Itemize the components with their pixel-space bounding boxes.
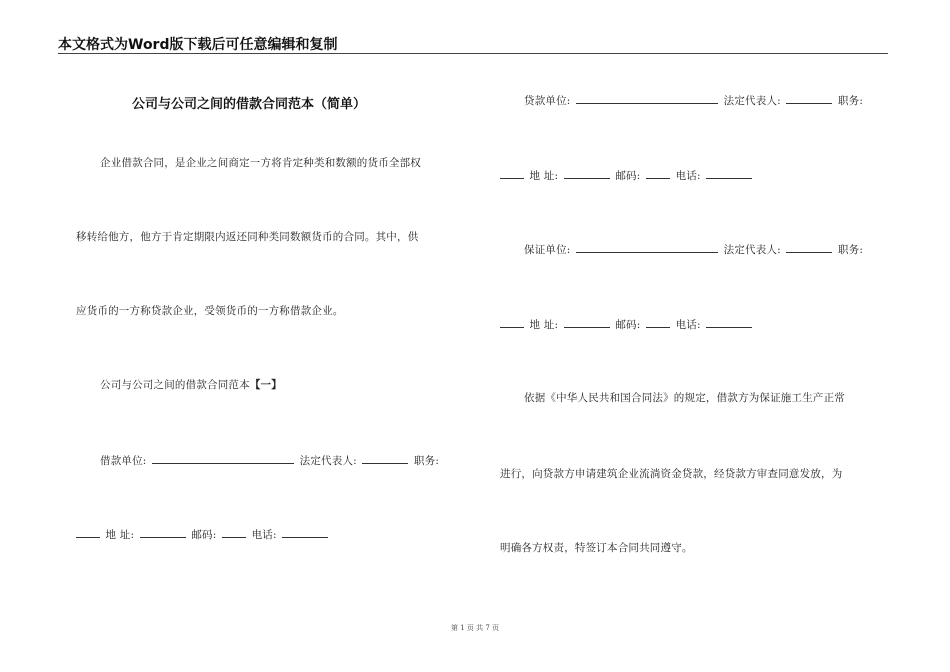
- intro-line-3: 应货币的一方称贷款企业，受领货币的一方称借款企业。: [76, 305, 344, 317]
- lender-address-blank[interactable]: [564, 168, 610, 179]
- lender-legal-rep-label: 法定代表人:: [723, 95, 781, 107]
- guarantor-postcode-blank[interactable]: [646, 317, 670, 328]
- guarantor-phone-blank[interactable]: [706, 317, 752, 328]
- borrower-unit-label: 借款单位:: [100, 455, 147, 467]
- borrower-phone-label: 电话:: [251, 529, 277, 541]
- intro-line-1: 企业借款合同，是企业之间商定一方将肯定种类和数额的货币全部权: [100, 157, 421, 169]
- guarantor-position-label: 职务:: [837, 244, 864, 256]
- borrower-contact-row: [76, 527, 330, 542]
- left-column: [76, 0, 466, 672]
- lender-contact-row: [500, 168, 754, 183]
- guarantor-position-blank[interactable]: [500, 317, 524, 328]
- guarantor-address-blank[interactable]: [564, 317, 610, 328]
- borrower-unit-row: [100, 453, 439, 468]
- borrower-address-blank[interactable]: [140, 527, 186, 538]
- basis-line-3: 明确各方权责，特签订本合同共同遵守。: [500, 542, 693, 554]
- lender-unit-label: 贷款单位:: [524, 95, 571, 107]
- section-heading-text: 公司与公司之间的借款合同范本: [100, 379, 250, 391]
- section-heading: [100, 378, 282, 392]
- lender-position-label: 职务:: [837, 95, 864, 107]
- basis-line-2: 进行，向贷款方申请建筑企业流淌资金贷款，经贷款方审查同意发放，为: [500, 468, 843, 480]
- lender-unit-blank[interactable]: [576, 93, 718, 104]
- lender-phone-label: 电话:: [675, 170, 701, 182]
- lender-postcode-label: 邮码:: [615, 170, 641, 182]
- lender-address-label: 地 址:: [529, 170, 559, 182]
- borrower-position-blank[interactable]: [76, 527, 100, 538]
- section-heading-number: 【一】: [249, 379, 282, 391]
- page-number-footer: 第 1 页 共 7 页: [450, 624, 500, 632]
- guarantor-phone-label: 电话:: [675, 319, 701, 331]
- document-header-title: 本文格式为Word版下载后可任意编辑和复制: [58, 37, 338, 53]
- guarantor-postcode-label: 邮码:: [615, 319, 641, 331]
- borrower-legal-rep-blank[interactable]: [362, 453, 408, 464]
- borrower-address-label: 地 址:: [105, 529, 135, 541]
- borrower-legal-rep-label: 法定代表人:: [299, 455, 357, 467]
- basis-line-1: 依据《中华人民共和国合同法》的规定，借款方为保证施工生产正常: [524, 392, 845, 404]
- guarantor-legal-rep-label: 法定代表人:: [723, 244, 781, 256]
- guarantor-address-label: 地 址:: [529, 319, 559, 331]
- borrower-unit-blank[interactable]: [152, 453, 294, 464]
- guarantor-unit-blank[interactable]: [576, 242, 718, 253]
- guarantor-unit-row: [524, 242, 863, 257]
- borrower-postcode-blank[interactable]: [222, 527, 246, 538]
- document-title: 公司与公司之间的借款合同范本（简单）: [132, 97, 367, 112]
- intro-line-2: 移转给他方，他方于肯定期限内返还同种类同数额货币的合同。其中，供: [76, 231, 419, 243]
- lender-unit-row: [524, 93, 863, 108]
- lender-phone-blank[interactable]: [706, 168, 752, 179]
- borrower-phone-blank[interactable]: [282, 527, 328, 538]
- right-column: [500, 0, 890, 672]
- lender-position-blank[interactable]: [500, 168, 524, 179]
- guarantor-legal-rep-blank[interactable]: [786, 242, 832, 253]
- borrower-postcode-label: 邮码:: [191, 529, 217, 541]
- borrower-position-label: 职务:: [413, 455, 440, 467]
- guarantor-unit-label: 保证单位:: [524, 244, 571, 256]
- lender-postcode-blank[interactable]: [646, 168, 670, 179]
- lender-legal-rep-blank[interactable]: [786, 93, 832, 104]
- guarantor-contact-row: [500, 317, 754, 332]
